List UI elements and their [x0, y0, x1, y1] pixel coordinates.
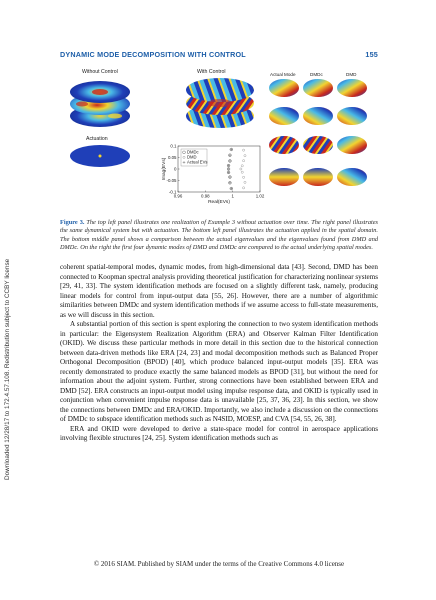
- y-tick-label: -0.05: [166, 178, 177, 183]
- eigenvalue-plot: [161, 144, 265, 206]
- paragraph-3: ERA and OKID were developed to derive a state-space model for control in aerospace applications involving flexible structures [24, 25]. System identification methods such as: [60, 424, 378, 442]
- x-axis-label: Real(EVs): [208, 200, 230, 205]
- legend-entry: DMDc: [187, 149, 199, 155]
- x-tick-label: 0.98: [201, 193, 210, 199]
- x-tick-label: 1.02: [255, 193, 265, 199]
- y-tick-label: 0: [174, 166, 177, 172]
- y-tick-label: -0.1: [168, 189, 177, 195]
- without-control-slices: [70, 81, 130, 127]
- legend-entry: DMD: [187, 154, 197, 160]
- body-text: [60, 263, 378, 444]
- y-tick-label: 0.1: [170, 143, 177, 149]
- y-tick-label: 0.05: [167, 155, 177, 160]
- x-tick-label: 0.96: [173, 193, 183, 199]
- running-header: [60, 50, 378, 62]
- paragraph-1: coherent spatial-temporal modes, dynamic modes, from high-dimensional data [43]. Second, DMD has been connected to Koopman spectral analysis providing theoretical justification for characterizing nonlinear systems [29, 41, 33]. The system identification methods are focused on a slightly different task, namely, producing linear models for control from input-output data [55, 26]. However, there are a number of algorithmic similarities between DMDc and system identification methods if we assume access to full-state measurements, as we will discuss in this section.: [60, 263, 378, 319]
- paragraph-2: A substantial portion of this section is spent exploring the connection to two system identification methods in particular: the Eigensystem Realization Algorithm (ERA) and Observer Kalman Filter Identification (OKID). We discuss these particular methods in more detail in this section due to the historical connection between data-driven methods like ERA [24, 23] and modal decomposition methods such as Balanced Proper Orthogonal Decomposition (BPOD) [40], which produce balanced input-output models [35]. ERA was recently demonstrated to produce exactly the same balanced models as BPOD [31], but without the need for information about the adjoint system. Further, strong connections have been established between ERA and DMD [52]. ERA constructs an input-output model using impulse response data, and OKID is typically used in conjunction when convenient impulse response data is unavailable [25, 37, 36, 23]. In this section, we show the connections between DMDc and ERA/OKID. Importantly, we also include a discussion on the connections of DMDc to subspace identification methods such as N4SID, MOESP, and CVA [54, 55, 26, 38].: [60, 320, 378, 423]
- page-number: 155: [365, 50, 378, 59]
- y-axis-label: Imag(EVs): [162, 157, 167, 181]
- download-side-note: [4, 180, 14, 480]
- label-without-control: Without Control: [82, 69, 118, 75]
- legend-entry: Actual EVs: [187, 159, 208, 165]
- label-actuation: Actuation: [86, 136, 108, 142]
- label-actual-mode: Actual Mode: [270, 72, 296, 77]
- label-dmdc: DMDc: [310, 72, 323, 77]
- header-title: DYNAMIC MODE DECOMPOSITION WITH CONTROL: [60, 50, 246, 59]
- with-control-slices: [186, 78, 254, 128]
- license-footer: © 2016 SIAM. Published by SIAM under the terms of the Creative Commons 4.0 license: [93, 560, 345, 568]
- mode-comparison-grid: [269, 79, 367, 186]
- label-dmd: DMD: [346, 72, 357, 77]
- x-tick-label: 1: [231, 193, 234, 199]
- caption-text: The top left panel illustrates one realization of Example 3 without actuation over time. The right panel illustrates the same dynamical system but with actuation. The bottom left panel illustrates the actuation applied in the spatial domain. The bottom middle panel shows a comparison between the actual eigenvalues and the eigenvalues found from DMD and DMDc. On the right the first four dynamic modes of DMD and DMDc are compared to the actual underlying spatial modes.: [60, 219, 378, 251]
- caption-label: Figure 3.: [60, 219, 85, 226]
- actuation-panel: [70, 145, 130, 167]
- label-with-control: With Control: [197, 69, 226, 75]
- side-note-text: Downloaded 12/28/17 to 172.4.57.108. Redistribution subject to CCBY license: [4, 258, 11, 480]
- figure-caption: [60, 219, 378, 252]
- figure-3: [60, 66, 378, 214]
